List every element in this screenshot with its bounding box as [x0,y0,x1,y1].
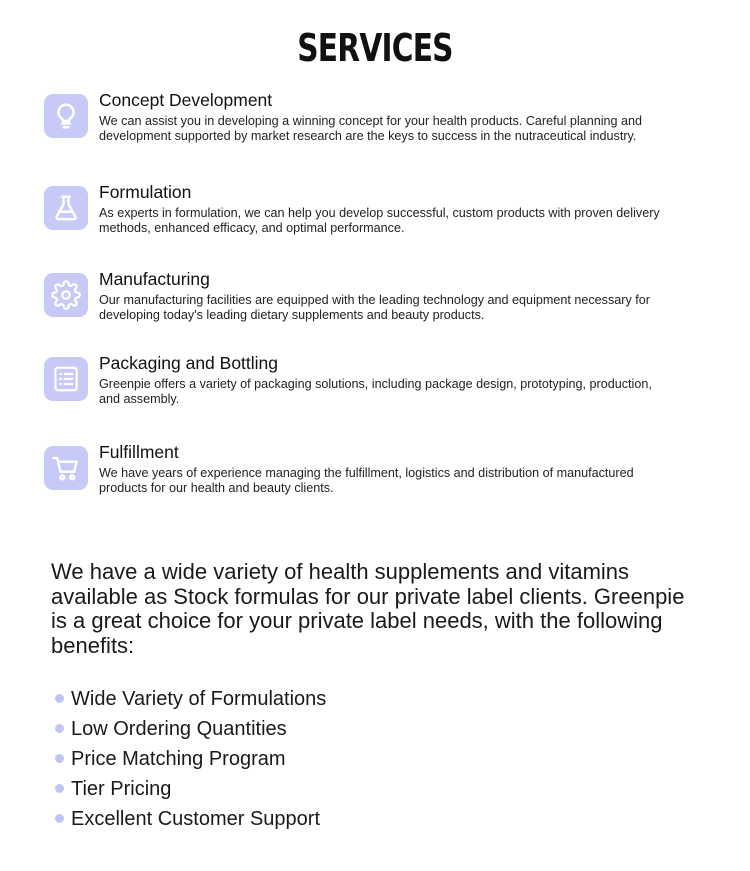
bullet-dot-icon [55,784,64,793]
list-item [55,807,326,837]
list-item [55,717,326,747]
service-description: We have years of experience managing the fulfillment, logistics and distribution of manufactured products for our health and beauty clients. [99,466,634,496]
service-description: Our manufacturing facilities are equipped with the leading technology and equipment necessary for developing today's leading dietary supplements and beauty products. [99,293,650,323]
page-title: SERVICES [297,26,453,70]
lightbulb-icon [44,94,88,138]
service-title: Concept Development [99,90,273,110]
benefit-text: Low Ordering Quantities [71,718,287,740]
flask-icon [44,186,88,230]
service-description: As experts in formulation, we can help you develop successful, custom products with proven delivery methods, enhanced efficacy, and optimal performance. [99,206,660,236]
list-item [55,747,326,777]
cart-icon [44,446,88,490]
list-item [55,687,326,717]
list-icon [44,357,88,401]
benefit-text: Tier Pricing [71,778,172,800]
service-title: Fulfillment [99,442,179,462]
service-title: Packaging and Bottling [99,353,279,373]
service-title: Formulation [99,182,192,202]
benefits-list [55,687,326,837]
gear-icon [44,273,88,317]
service-description: We can assist you in developing a winning concept for your health products. Careful planning and development supported by market research are the keys to success in the nutraceutical industry. [99,114,643,144]
benefit-text: Wide Variety of Formulations [71,688,327,710]
bullet-dot-icon [55,694,64,703]
bullet-dot-icon [55,814,64,823]
intro-paragraph: We have a wide variety of health supplements and vitamins available as Stock formulas for our private label clients. Greenpie is a great choice for your private label needs, with the following benefits: [51,559,685,658]
list-item [55,777,326,807]
bullet-dot-icon [55,754,64,763]
benefit-text: Price Matching Program [71,748,286,770]
service-title: Manufacturing [99,269,210,289]
benefit-text: Excellent Customer Support [71,808,321,830]
service-description: Greenpie offers a variety of packaging solutions, including package design, prototyping, production, and assembly. [99,377,652,407]
bullet-dot-icon [55,724,64,733]
